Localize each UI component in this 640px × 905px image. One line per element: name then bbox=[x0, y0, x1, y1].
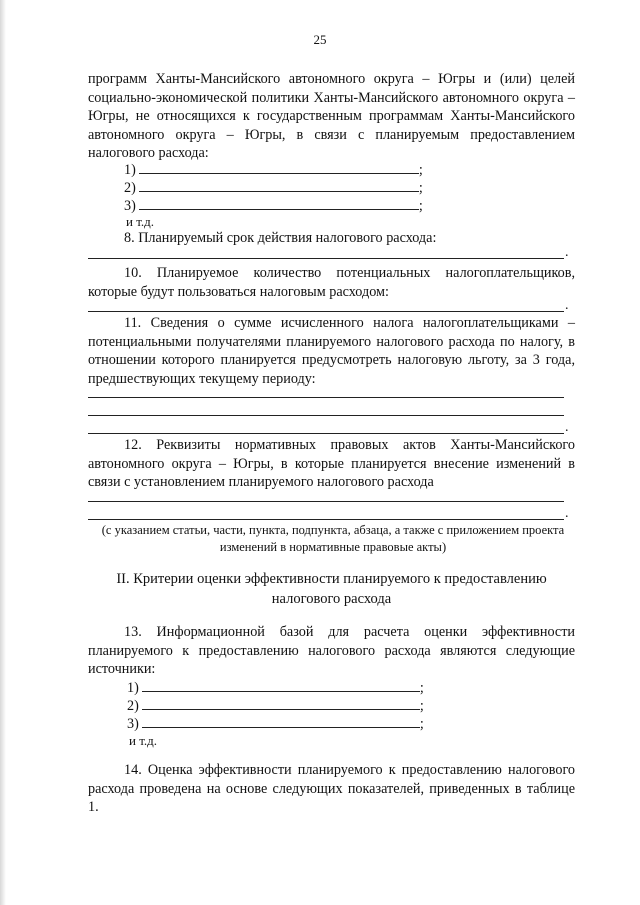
blank-line bbox=[142, 697, 420, 710]
paragraph-14: 14. Оценка эффективности планируемого к предоставлению налогового расхода проведена на основе следующих показателей, приведенных в таблице 1. bbox=[88, 762, 575, 815]
blank-line bbox=[88, 311, 564, 312]
list-item-label: 3) bbox=[124, 198, 136, 214]
paragraph-11: 11. Сведения о сумме исчисленного налога налогоплательщиками – потенциальными получателями планируемого налогового расхода по налогу, в отношении которого планируется предусмотреть налоговую льготу, за 3 года, предшествующих текущему периоду: bbox=[88, 315, 575, 387]
list-item-label: 2) bbox=[124, 180, 136, 196]
list-item bbox=[124, 197, 423, 215]
list-etc: и т.д. bbox=[129, 733, 158, 748]
page-number: 25 bbox=[313, 32, 327, 47]
paragraph-12: 12. Реквизиты нормативных правовых актов Ханты-Мансийского автономного округа – Югры, в которые планируется внесение изменений в связи с установлением планируемого налогового расхода bbox=[88, 437, 575, 490]
blank-line bbox=[139, 161, 419, 174]
list-item bbox=[124, 161, 423, 179]
blank-line bbox=[88, 258, 564, 259]
semicolon: ; bbox=[419, 680, 424, 696]
list-item bbox=[124, 179, 423, 197]
paragraph-10: 10. Планируемое количество потенциальных налогоплательщиков, которые будут пользоваться налоговым расходом: bbox=[88, 265, 575, 300]
blank-line bbox=[88, 501, 564, 502]
section-heading: II. Критерии оценки эффективности планируемого к предоставлению налогового расхода bbox=[116, 571, 547, 607]
blank-line bbox=[139, 179, 419, 192]
footnote-caption: (с указанием статьи, части, пункта, подпункта, абзаца, а также с приложением проекта изменений в нормативные правовые акты) bbox=[101, 523, 565, 554]
list-item-label: 2) bbox=[127, 698, 139, 714]
period: . bbox=[565, 420, 569, 435]
list-item bbox=[127, 697, 424, 715]
scan-edge bbox=[0, 0, 6, 905]
blank-line bbox=[142, 679, 420, 692]
list-item-label: 1) bbox=[124, 162, 136, 178]
list-item bbox=[127, 679, 424, 697]
list-item-label: 1) bbox=[127, 680, 139, 696]
paragraph-8: 8. Планируемый срок действия налогового расхода: bbox=[124, 230, 437, 246]
semicolon: ; bbox=[419, 698, 424, 714]
blank-line bbox=[88, 519, 564, 520]
list-etc: и т.д. bbox=[126, 214, 155, 229]
list-item bbox=[127, 715, 424, 733]
blank-line bbox=[88, 433, 564, 434]
intro-paragraph: программ Ханты-Мансийского автономного округа – Югры и (или) целей социально-экономической политики Ханты-Мансийского автономного округа – Югры, не относящихся к государственным программам Ханты-Мансийского автономного округа – Югры, в связи с планируемым предоставлением налогового расхода: bbox=[88, 71, 575, 161]
blank-line bbox=[88, 415, 564, 416]
period: . bbox=[565, 245, 569, 260]
semicolon: ; bbox=[419, 716, 424, 732]
paragraph-13: 13. Информационной базой для расчета оценки эффективности планируемого к предоставлению налогового расхода являются следующие источники: bbox=[88, 624, 575, 677]
list-item-label: 3) bbox=[127, 716, 139, 732]
period: . bbox=[565, 298, 569, 313]
blank-line bbox=[139, 197, 419, 210]
semicolon: ; bbox=[418, 198, 423, 214]
blank-line bbox=[142, 715, 420, 728]
period: . bbox=[565, 506, 569, 521]
semicolon: ; bbox=[418, 162, 423, 178]
blank-line bbox=[88, 397, 564, 398]
semicolon: ; bbox=[418, 180, 423, 196]
